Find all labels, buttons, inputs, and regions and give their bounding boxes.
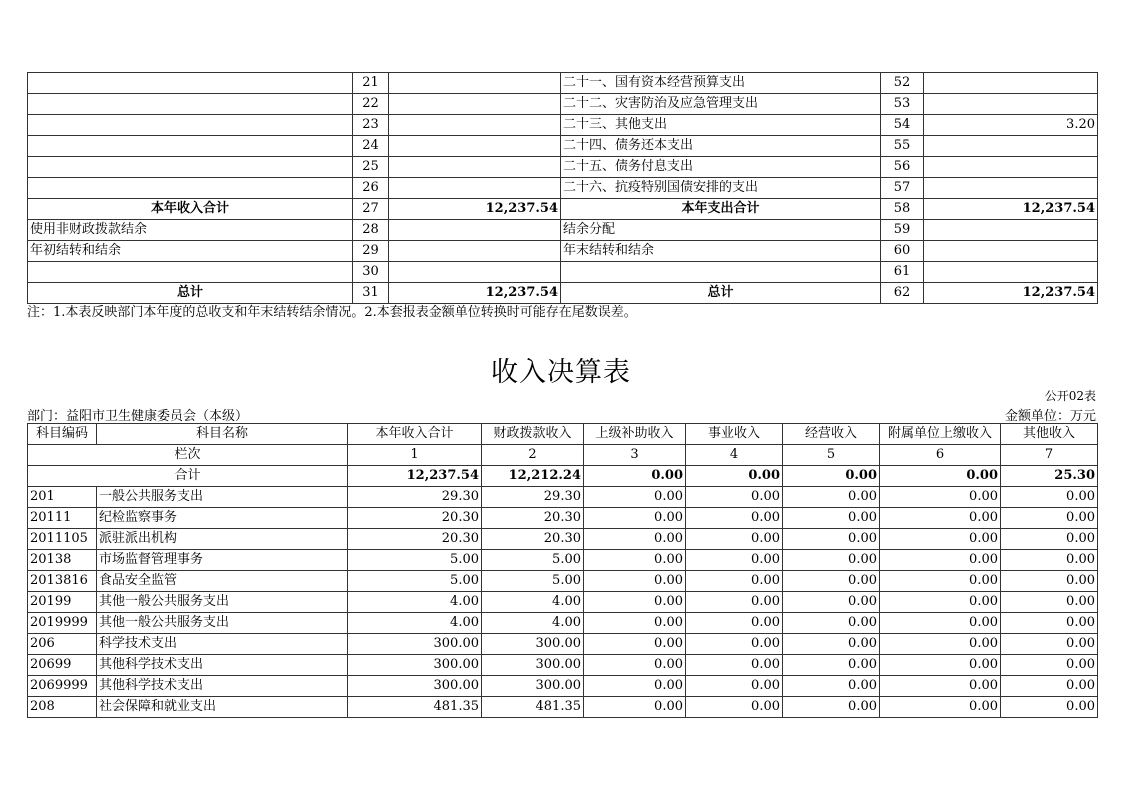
total-value: 12,212.24 <box>482 466 584 487</box>
income-row-number: 22 <box>353 94 389 115</box>
amount-cell: 0.00 <box>880 529 1001 550</box>
amount-cell: 4.00 <box>482 613 584 634</box>
income-item-label <box>28 73 353 94</box>
income-item-label <box>28 115 353 136</box>
subject-name: 市场监督管理事务 <box>97 550 348 571</box>
amount-cell: 0.00 <box>783 571 880 592</box>
summary-row <box>28 157 1098 178</box>
expenditure-amount <box>924 136 1098 157</box>
income-item-label <box>28 262 353 283</box>
table-note: 注：1.本表反映部门本年度的总收支和年末结转结余情况。2.本套报表金额单位转换时可能存在尾数误差。 <box>27 305 637 320</box>
income-amount <box>389 262 561 283</box>
total-value: 0.00 <box>584 466 686 487</box>
amount-cell: 0.00 <box>880 550 1001 571</box>
amount-cell: 0.00 <box>686 613 783 634</box>
subject-code: 20111 <box>28 508 97 529</box>
total-value: 0.00 <box>783 466 880 487</box>
subject-name: 派驻派出机构 <box>97 529 348 550</box>
income-row-number: 25 <box>353 157 389 178</box>
amount-cell: 0.00 <box>880 613 1001 634</box>
income-amount <box>389 136 561 157</box>
expenditure-amount <box>924 94 1098 115</box>
amount-cell: 481.35 <box>482 697 584 718</box>
expenditure-amount <box>924 262 1098 283</box>
summary-row <box>28 178 1098 199</box>
amount-cell: 0.00 <box>1001 592 1098 613</box>
subject-name: 食品安全监管 <box>97 571 348 592</box>
expenditure-row-number: 54 <box>881 115 924 136</box>
amount-cell: 29.30 <box>348 487 482 508</box>
column-number: 2 <box>482 445 584 466</box>
subject-code: 206 <box>28 634 97 655</box>
amount-cell: 300.00 <box>482 634 584 655</box>
total-value: 0.00 <box>880 466 1001 487</box>
income-item-label <box>28 94 353 115</box>
income-row-number: 30 <box>353 262 389 283</box>
subject-code: 2019999 <box>28 613 97 634</box>
subject-code: 201 <box>28 487 97 508</box>
header-row <box>28 424 1098 445</box>
expenditure-row-number: 52 <box>881 73 924 94</box>
total-value: 12,237.54 <box>348 466 482 487</box>
amount-cell: 0.00 <box>686 697 783 718</box>
amount-cell: 29.30 <box>482 487 584 508</box>
amount-cell: 300.00 <box>482 655 584 676</box>
income-item-label <box>28 136 353 157</box>
amount-cell: 0.00 <box>1001 613 1098 634</box>
amount-cell: 0.00 <box>783 634 880 655</box>
header-superior-subsidy: 上级补助收入 <box>584 424 686 445</box>
total-value: 0.00 <box>686 466 783 487</box>
amount-cell: 5.00 <box>348 550 482 571</box>
subject-code: 208 <box>28 697 97 718</box>
amount-cell: 0.00 <box>584 592 686 613</box>
amount-cell: 0.00 <box>880 508 1001 529</box>
summary-row <box>28 220 1098 241</box>
amount-cell: 0.00 <box>783 676 880 697</box>
table-row <box>28 550 1098 571</box>
amount-cell: 0.00 <box>1001 508 1098 529</box>
expenditure-item-label: 年末结转和结余 <box>561 241 881 262</box>
amount-cell: 4.00 <box>348 592 482 613</box>
total-value: 25.30 <box>1001 466 1098 487</box>
income-item-label <box>28 178 353 199</box>
subject-code: 2011105 <box>28 529 97 550</box>
summary-row <box>28 262 1098 283</box>
amount-cell: 0.00 <box>686 655 783 676</box>
expenditure-row-number: 62 <box>881 283 924 304</box>
income-item-label: 使用非财政拨款结余 <box>28 220 353 241</box>
income-row-number: 28 <box>353 220 389 241</box>
amount-cell: 0.00 <box>783 529 880 550</box>
amount-cell: 0.00 <box>584 613 686 634</box>
income-row-number: 29 <box>353 241 389 262</box>
summary-row <box>28 73 1098 94</box>
amount-cell: 0.00 <box>783 550 880 571</box>
expenditure-item-label: 二十三、其他支出 <box>561 115 881 136</box>
amount-cell: 300.00 <box>482 676 584 697</box>
amount-cell: 0.00 <box>783 613 880 634</box>
header-fiscal-appropriation: 财政拨款收入 <box>482 424 584 445</box>
expenditure-row-number: 60 <box>881 241 924 262</box>
amount-cell: 0.00 <box>584 697 686 718</box>
subject-code: 20199 <box>28 592 97 613</box>
amount-cell: 0.00 <box>783 697 880 718</box>
page-title: 收入决算表 <box>491 357 631 388</box>
income-row-number: 27 <box>353 199 389 220</box>
amount-cell: 0.00 <box>686 487 783 508</box>
summary-row <box>28 199 1098 220</box>
amount-cell: 0.00 <box>880 571 1001 592</box>
income-amount <box>389 178 561 199</box>
expenditure-row-number: 58 <box>881 199 924 220</box>
income-amount: 12,237.54 <box>389 283 561 304</box>
amount-cell: 0.00 <box>584 571 686 592</box>
subject-code: 20699 <box>28 655 97 676</box>
income-amount <box>389 115 561 136</box>
expenditure-item-label <box>561 262 881 283</box>
expenditure-item-label: 二十一、国有资本经营预算支出 <box>561 73 881 94</box>
total-row <box>28 466 1098 487</box>
table-row <box>28 634 1098 655</box>
amount-cell: 0.00 <box>880 676 1001 697</box>
expenditure-item-label: 二十六、抗疫特别国债安排的支出 <box>561 178 881 199</box>
amount-cell: 0.00 <box>584 529 686 550</box>
expenditure-row-number: 56 <box>881 157 924 178</box>
income-amount <box>389 94 561 115</box>
subject-name: 其他一般公共服务支出 <box>97 613 348 634</box>
amount-cell: 5.00 <box>348 571 482 592</box>
subject-name: 纪检监察事务 <box>97 508 348 529</box>
amount-cell: 0.00 <box>880 634 1001 655</box>
subject-name: 一般公共服务支出 <box>97 487 348 508</box>
table-row <box>28 613 1098 634</box>
income-row-number: 24 <box>353 136 389 157</box>
header-business-income: 事业收入 <box>686 424 783 445</box>
column-number-row <box>28 445 1098 466</box>
subject-code: 2013816 <box>28 571 97 592</box>
table-row <box>28 655 1098 676</box>
amount-cell: 0.00 <box>584 550 686 571</box>
amount-cell: 0.00 <box>584 508 686 529</box>
table-row <box>28 487 1098 508</box>
expenditure-row-number: 59 <box>881 220 924 241</box>
amount-cell: 0.00 <box>686 676 783 697</box>
amount-cell: 300.00 <box>348 655 482 676</box>
header-total-income: 本年收入合计 <box>348 424 482 445</box>
form-number: 公开02表 <box>1044 389 1096 403</box>
expenditure-amount <box>924 241 1098 262</box>
amount-cell: 0.00 <box>584 487 686 508</box>
amount-cell: 0.00 <box>880 487 1001 508</box>
column-number-label: 栏次 <box>28 445 348 466</box>
table-row <box>28 529 1098 550</box>
expenditure-row-number: 53 <box>881 94 924 115</box>
amount-cell: 0.00 <box>880 697 1001 718</box>
column-number: 3 <box>584 445 686 466</box>
amount-cell: 0.00 <box>1001 571 1098 592</box>
income-row-number: 26 <box>353 178 389 199</box>
header-affiliate-remittance: 附属单位上缴收入 <box>880 424 1001 445</box>
amount-cell: 0.00 <box>783 508 880 529</box>
income-row-number: 21 <box>353 73 389 94</box>
header-subject-code: 科目编码 <box>28 424 97 445</box>
expenditure-amount: 12,237.54 <box>924 199 1098 220</box>
amount-cell: 20.30 <box>482 508 584 529</box>
amount-cell: 0.00 <box>1001 529 1098 550</box>
amount-cell: 0.00 <box>686 550 783 571</box>
amount-cell: 481.35 <box>348 697 482 718</box>
income-amount <box>389 157 561 178</box>
header-subject-name: 科目名称 <box>97 424 348 445</box>
amount-cell: 0.00 <box>686 592 783 613</box>
expenditure-row-number: 57 <box>881 178 924 199</box>
amount-cell: 0.00 <box>686 529 783 550</box>
amount-cell: 0.00 <box>1001 655 1098 676</box>
table-row <box>28 508 1098 529</box>
income-expenditure-summary-table <box>27 72 1098 304</box>
amount-cell: 5.00 <box>482 550 584 571</box>
column-number: 6 <box>880 445 1001 466</box>
expenditure-item-label: 二十四、债务还本支出 <box>561 136 881 157</box>
table-row <box>28 571 1098 592</box>
amount-cell: 0.00 <box>1001 676 1098 697</box>
summary-row <box>28 94 1098 115</box>
income-statement-table <box>27 423 1098 718</box>
subject-name: 其他科学技术支出 <box>97 676 348 697</box>
header-operating-income: 经营收入 <box>783 424 880 445</box>
income-item-label: 总计 <box>28 283 353 304</box>
amount-cell: 0.00 <box>686 571 783 592</box>
table-row <box>28 697 1098 718</box>
department-label: 部门：益阳市卫生健康委员会（本级） <box>27 409 249 424</box>
summary-table-body <box>28 73 1098 304</box>
total-label: 合计 <box>28 466 348 487</box>
table-row <box>28 592 1098 613</box>
expenditure-amount <box>924 157 1098 178</box>
amount-cell: 0.00 <box>880 592 1001 613</box>
subject-code: 20138 <box>28 550 97 571</box>
amount-cell: 5.00 <box>482 571 584 592</box>
amount-cell: 0.00 <box>1001 487 1098 508</box>
expenditure-amount <box>924 178 1098 199</box>
expenditure-amount <box>924 220 1098 241</box>
subject-name: 社会保障和就业支出 <box>97 697 348 718</box>
amount-cell: 20.30 <box>482 529 584 550</box>
expenditure-row-number: 55 <box>881 136 924 157</box>
expenditure-amount: 3.20 <box>924 115 1098 136</box>
column-number: 1 <box>348 445 482 466</box>
subject-name: 其他科学技术支出 <box>97 655 348 676</box>
amount-cell: 4.00 <box>482 592 584 613</box>
expenditure-item-label: 二十二、灾害防治及应急管理支出 <box>561 94 881 115</box>
summary-row <box>28 241 1098 262</box>
amount-cell: 20.30 <box>348 508 482 529</box>
amount-cell: 300.00 <box>348 676 482 697</box>
income-row-number: 31 <box>353 283 389 304</box>
amount-cell: 4.00 <box>348 613 482 634</box>
income-amount <box>389 220 561 241</box>
subject-name: 其他一般公共服务支出 <box>97 592 348 613</box>
amount-cell: 0.00 <box>584 634 686 655</box>
subject-code: 2069999 <box>28 676 97 697</box>
income-item-label: 年初结转和结余 <box>28 241 353 262</box>
amount-cell: 20.30 <box>348 529 482 550</box>
summary-row <box>28 136 1098 157</box>
amount-cell: 0.00 <box>783 592 880 613</box>
column-number: 5 <box>783 445 880 466</box>
amount-cell: 0.00 <box>584 655 686 676</box>
amount-cell: 0.00 <box>1001 634 1098 655</box>
amount-cell: 300.00 <box>348 634 482 655</box>
amount-cell: 0.00 <box>584 676 686 697</box>
summary-row <box>28 115 1098 136</box>
expenditure-row-number: 61 <box>881 262 924 283</box>
amount-cell: 0.00 <box>783 487 880 508</box>
header-other-income: 其他收入 <box>1001 424 1098 445</box>
income-amount <box>389 241 561 262</box>
table-row <box>28 676 1098 697</box>
subject-name: 科学技术支出 <box>97 634 348 655</box>
expenditure-item-label: 本年支出合计 <box>561 199 881 220</box>
expenditure-amount <box>924 73 1098 94</box>
income-amount <box>389 73 561 94</box>
income-amount: 12,237.54 <box>389 199 561 220</box>
amount-cell: 0.00 <box>686 634 783 655</box>
amount-cell: 0.00 <box>1001 550 1098 571</box>
column-number: 7 <box>1001 445 1098 466</box>
expenditure-amount: 12,237.54 <box>924 283 1098 304</box>
amount-unit-label: 金额单位：万元 <box>1004 409 1096 424</box>
expenditure-item-label: 二十五、债务付息支出 <box>561 157 881 178</box>
income-row-number: 23 <box>353 115 389 136</box>
column-number: 4 <box>686 445 783 466</box>
expenditure-item-label: 结余分配 <box>561 220 881 241</box>
amount-cell: 0.00 <box>1001 697 1098 718</box>
income-table-body <box>28 487 1098 718</box>
amount-cell: 0.00 <box>686 508 783 529</box>
income-item-label: 本年收入合计 <box>28 199 353 220</box>
expenditure-item-label: 总计 <box>561 283 881 304</box>
amount-cell: 0.00 <box>783 655 880 676</box>
income-item-label <box>28 157 353 178</box>
amount-cell: 0.00 <box>880 655 1001 676</box>
